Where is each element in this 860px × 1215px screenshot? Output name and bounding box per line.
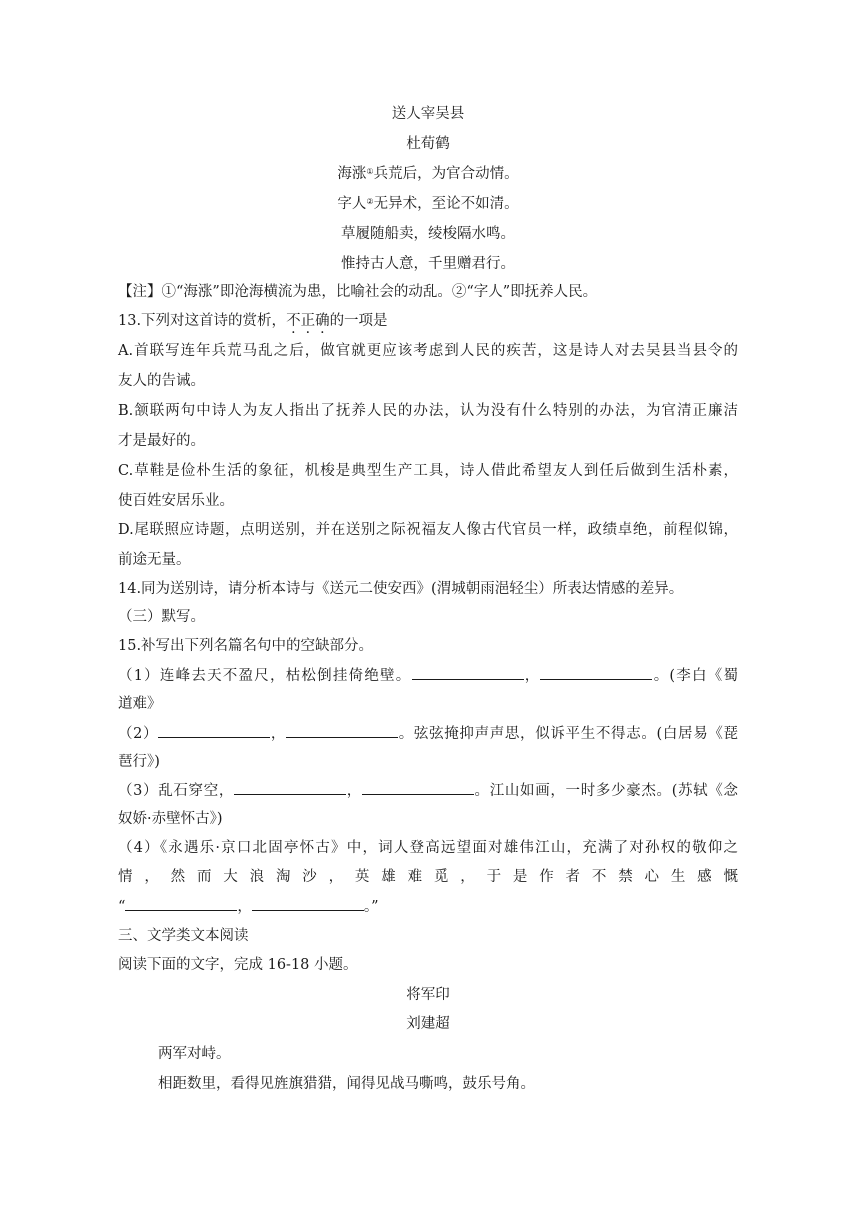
answer-blank[interactable] xyxy=(286,723,398,738)
question-15-item-2-cont: 琶行》) xyxy=(118,754,160,770)
option-d-line-2: 前途无量。 xyxy=(118,552,191,568)
option-d-line-1: D.尾联照应诗题，点明送别，并在送别之际祝福友人像古代官员一样，政绩卓绝，前程似锦， xyxy=(118,522,738,538)
story-author: 刘建超 xyxy=(406,1016,450,1032)
poem-line-3: 草履随船卖，绫梭隔水鸣。 xyxy=(341,226,515,242)
answer-blank[interactable] xyxy=(540,665,652,680)
poem-note: 【注】①“海涨”即沧海横流为患，比喻社会的动乱。②“字人”即抚养人民。 xyxy=(118,284,598,300)
question-15-item-4-line-2: 情，然而大浪淘沙，英雄难觅，于是作者不禁心生感慨 xyxy=(118,869,738,885)
question-15-item-1: （1）连峰去天不盈尺，枯松倒挂倚绝壁。 ， 。(李白《蜀 xyxy=(118,665,738,686)
story-paragraph: 相距数里，看得见旌旗猎猎，闻得见战马嘶鸣，鼓乐号角。 xyxy=(158,1076,535,1092)
footnote-marker: ② xyxy=(366,197,374,206)
section-heading-dictation: （三）默写。 xyxy=(118,609,205,625)
story-title: 将军印 xyxy=(406,987,450,1003)
answer-blank[interactable] xyxy=(252,896,364,911)
question-15-item-2: （2） ， 。弦弦掩抑声声思，似诉平生不得志。(白居易《琵 xyxy=(118,723,738,744)
question-15-item-3-cont: 奴娇·赤壁怀古》) xyxy=(118,811,223,827)
option-b-line-1: B.颔联两句中诗人为友人指出了抚养人民的办法，认为没有什么特别的办法，为官清正廉洁 xyxy=(118,403,738,419)
question-15-item-3: （3）乱石穿空， ， 。江山如画，一时多少豪杰。(苏轼《念 xyxy=(118,780,738,801)
option-c-line-2: 使百姓安居乐业。 xyxy=(118,493,234,509)
question-13-stem: 13.下列对这首诗的赏析，不正确的一项是 xyxy=(118,313,388,329)
question-15-item-4-line-1: （4）《永遇乐·京口北固亭怀古》中，词人登高远望面对雄伟江山，充满了对孙权的敬仰之 xyxy=(118,840,738,856)
option-c-line-1: C.草鞋是俭朴生活的象征，机梭是典型生产工具，诗人借此希望友人到任后做到生活朴素， xyxy=(118,463,738,479)
answer-blank[interactable] xyxy=(412,665,524,680)
question-15-item-1-cont: 道难》 xyxy=(118,696,162,712)
section-heading-literary: 三、文学类文本阅读 xyxy=(118,928,249,944)
footnote-marker: ① xyxy=(366,167,374,176)
poem-line-2: 字人②无异术，至论不如清。 xyxy=(337,196,519,212)
option-a-line-2: 友人的告诫。 xyxy=(118,373,205,389)
question-14: 14.同为送别诗，请分析本诗与《送元二使安西》(渭城朝雨浥轻尘）所表达情感的差异。 xyxy=(118,581,684,597)
option-a-line-1: A.首联写连年兵荒马乱之后，做官就更应该考虑到人民的疾苦，这是诗人对去吴县当县令的 xyxy=(118,343,738,359)
answer-blank[interactable] xyxy=(125,896,237,911)
poem-line-4: 惟持古人意，千里赠君行。 xyxy=(341,256,515,272)
answer-blank[interactable] xyxy=(362,780,474,795)
poem-line-1: 海涨①兵荒后，为官合动情。 xyxy=(337,166,519,182)
question-15-stem: 15.补写出下列名篇名句中的空缺部分。 xyxy=(118,638,374,654)
poem-title: 送人宰吴县 xyxy=(391,106,465,122)
question-15-item-4-line-3: “ ， 。” xyxy=(118,896,738,917)
option-b-line-2: 才是最好的。 xyxy=(118,433,205,449)
answer-blank[interactable] xyxy=(234,780,346,795)
poem-author: 杜荀鹤 xyxy=(406,136,450,152)
story-paragraph: 两军对峙。 xyxy=(158,1046,231,1062)
reading-instruction: 阅读下面的文字，完成 16-18 小题。 xyxy=(118,957,358,973)
answer-blank[interactable] xyxy=(158,723,270,738)
